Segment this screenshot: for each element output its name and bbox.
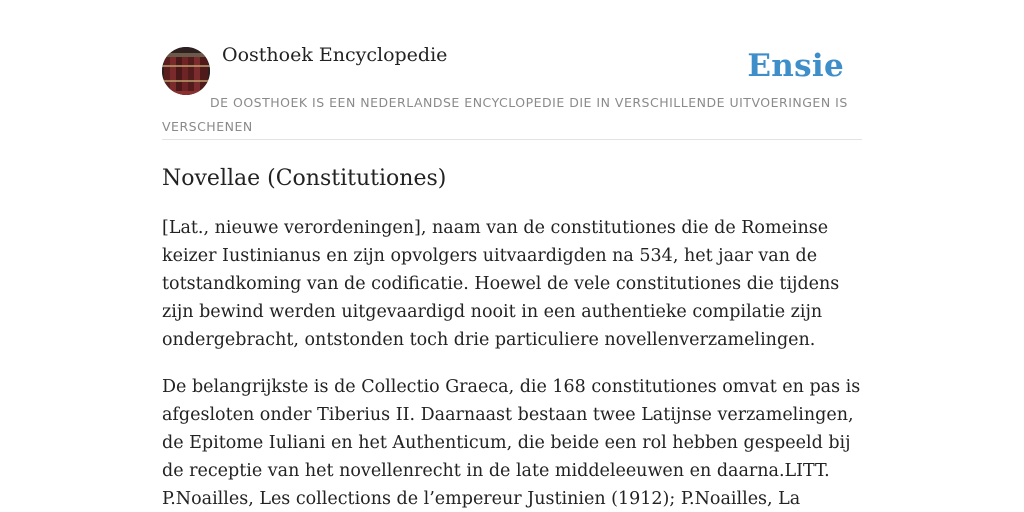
- site-title-link[interactable]: Oosthoek Encyclopedie: [222, 44, 448, 66]
- article-title: Novellae (Constitutiones): [162, 166, 447, 191]
- article-paragraph: De belangrijkste is de Collectio Graeca, die 168 constitutiones omvat en pas is afgesloten onder Tiberius II. Daarnaast bestaan twee Latijnse verzamelingen, de Epitome Iuliani en het Authenticum, die beide een rol hebben gespeeld bij de receptie van het novellenrecht in de late middeleeuwen en daarna.LITT. P.Noailles, Les collections de l’empereur Justinien (1912); P.Noailles, La: [162, 377, 861, 509]
- site-tagline: DE OOSTHOEK IS EEN NEDERLANDSE ENCYCLOPEDIE DIE IN VERSCHILLENDE UITVOERINGEN IS VERSCHENEN: [162, 95, 848, 134]
- encyclopedia-books-icon[interactable]: [162, 47, 210, 95]
- article-paragraph: [Lat., nieuwe verordeningen], naam van de constitutiones die de Romeinse keizer Iustinianus en zijn opvolgers uitvaardigden na 534, het jaar van de totstandkoming van de codificatie. Hoewel de vele constitutiones die tijdens zijn bewind werden uitgevaardigd nooit in een authentieke compilatie zijn ondergebracht, ontstonden toch drie particuliere novellenverzamelingen.: [162, 218, 840, 350]
- article: [162, 160, 862, 512]
- brand-logo-link[interactable]: Ensie: [747, 48, 844, 84]
- site-header: [162, 0, 862, 140]
